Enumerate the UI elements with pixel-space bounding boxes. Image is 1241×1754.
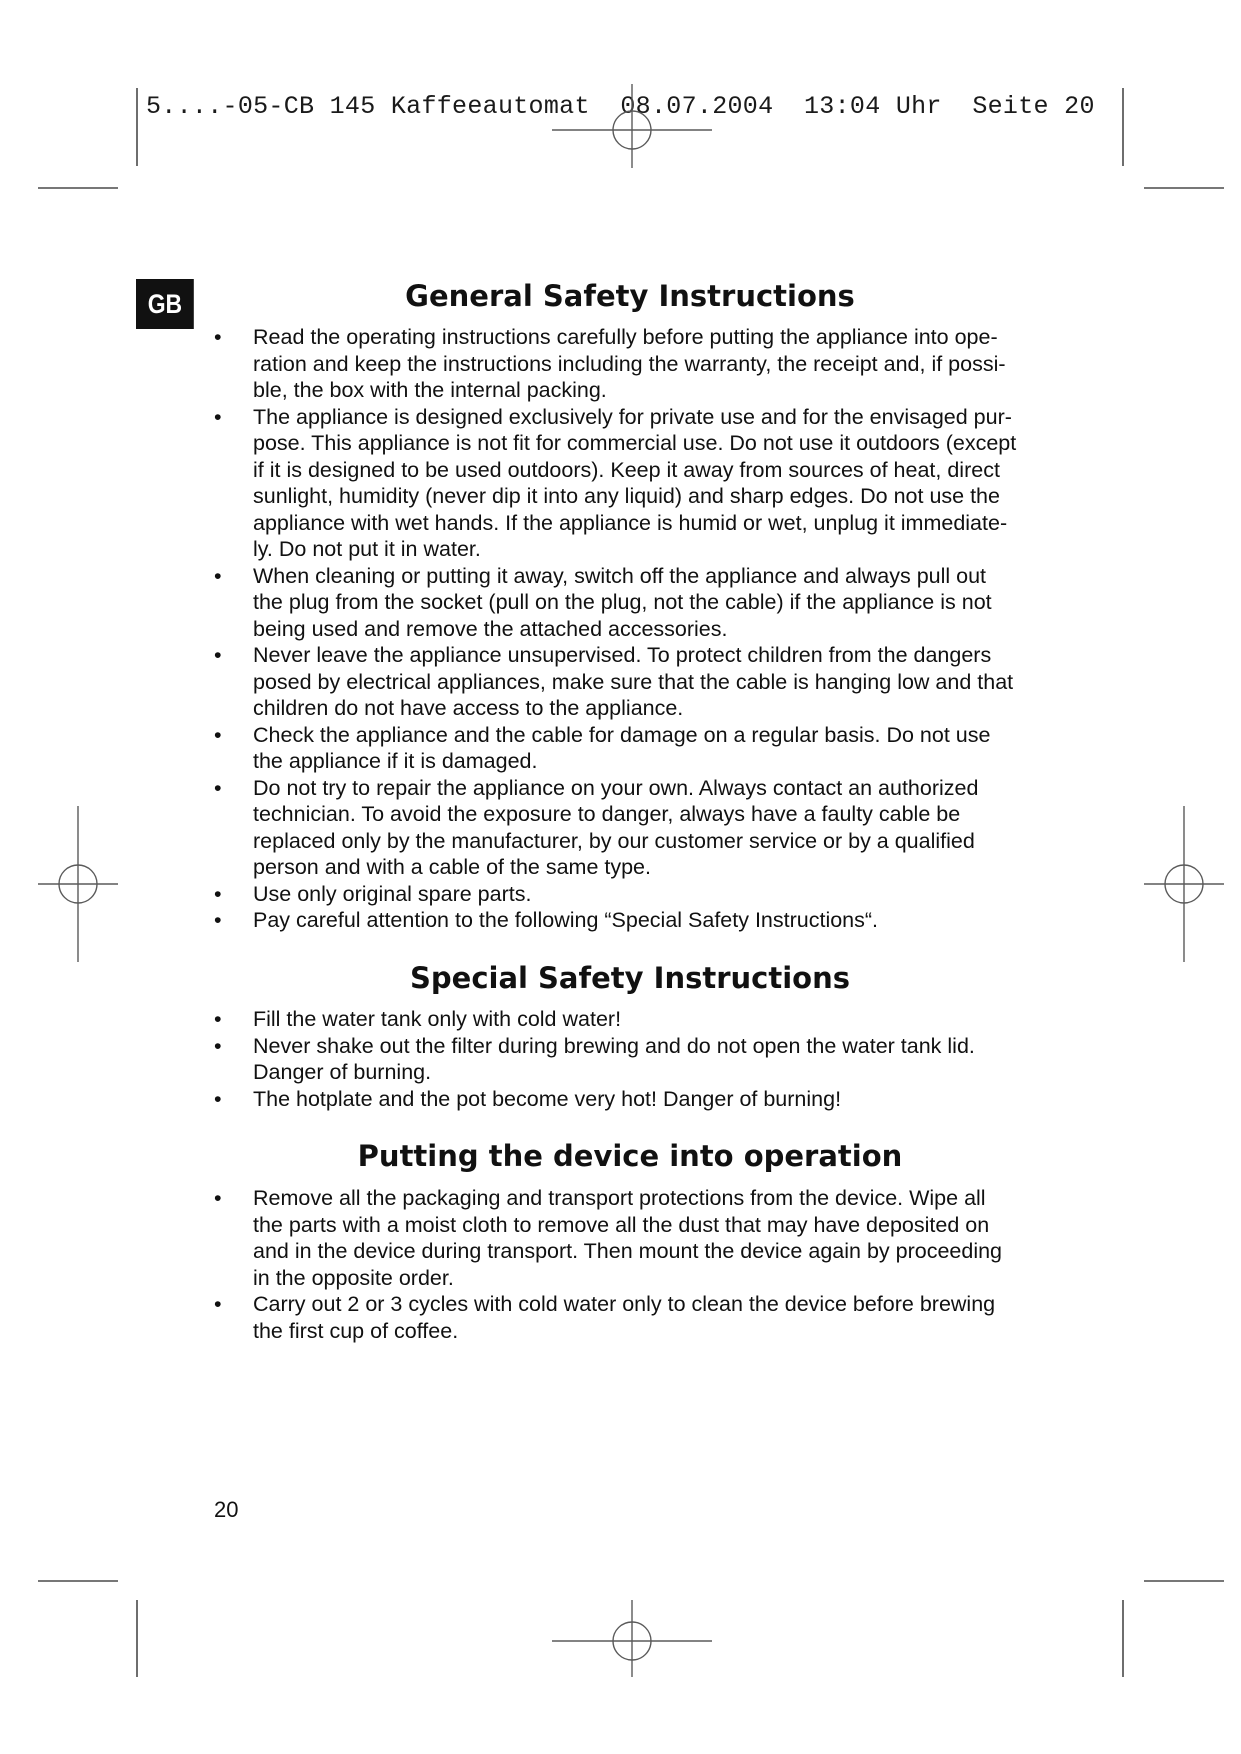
registration-mark-left: [38, 806, 118, 962]
list-item: • Pay careful attention to the following “Special Safety Instructions“.: [214, 907, 1074, 934]
page-number: 20: [214, 1497, 239, 1522]
list-item: • Fill the water tank only with cold water!: [214, 1006, 1074, 1033]
general-safety-list: [214, 324, 1074, 934]
print-slug-header: 5....-05-CB 145 Kaffeeautomat 08.07.2004 13:04 Uhr Seite 20: [146, 92, 1095, 121]
list-item: • Carry out 2 or 3 cycles with cold water only to clean the device before brewing the first cup of coffee.: [214, 1291, 1074, 1344]
list-item: • Read the operating instructions carefully before putting the appliance into ope- ration and keep the instructions including the warranty, the receipt and, if possi- ble, the box with the internal packing.: [214, 324, 1074, 404]
language-badge: GB: [136, 279, 194, 329]
list-item: • Remove all the packaging and transport protections from the device. Wipe all the parts with a moist cloth to remove all the dust that may have deposited on and in the device during transport. Then mount the device again by proceeding in the opposite order.: [214, 1185, 1074, 1291]
list-item: • When cleaning or putting it away, switch off the appliance and always pull out the plug from the socket (pull on the plug, not the cable) if the appliance is not being used and remove the attached accessories.: [214, 563, 1074, 643]
registration-mark-bottom: [552, 1600, 712, 1677]
section-title-special-safety: Special Safety Instructions: [410, 961, 850, 995]
list-item: • The hotplate and the pot become very hot! Danger of burning!: [214, 1086, 1074, 1113]
list-item: • Use only original spare parts.: [214, 881, 1074, 908]
list-item: • Never shake out the filter during brewing and do not open the water tank lid. Danger of burning.: [214, 1033, 1074, 1086]
list-item: • The appliance is designed exclusively for private use and for the envisaged pur- pose. This appliance is not fit for commercial use. Do not use it outdoors (except if it is designed to be used outdoors). Keep it away from sources of heat, direct sunlight, humidity (never dip it into any liquid) and sharp edges. Do not use the appliance with wet hands. If the appliance is humid or wet, unplug it immediate- ly. Do not put it in water.: [214, 404, 1074, 563]
list-item: • Check the appliance and the cable for damage on a regular basis. Do not use the appliance if it is damaged.: [214, 722, 1074, 775]
list-item: • Never leave the appliance unsupervised. To protect children from the dangers posed by electrical appliances, make sure that the cable is hanging low and that children do not have access to the appliance.: [214, 642, 1074, 722]
operation-list: [214, 1185, 1074, 1344]
section-title-general-safety: General Safety Instructions: [405, 279, 855, 313]
list-item: • Do not try to repair the appliance on your own. Always contact an authorized technician. To avoid the exposure to danger, always have a faulty cable be replaced only by the manufacturer, by our customer service or by a qualified person and with a cable of the same type.: [214, 775, 1074, 881]
special-safety-list: [214, 1006, 1074, 1112]
section-title-putting-into-operation: Putting the device into operation: [357, 1139, 903, 1173]
registration-mark-right: [1144, 806, 1224, 962]
